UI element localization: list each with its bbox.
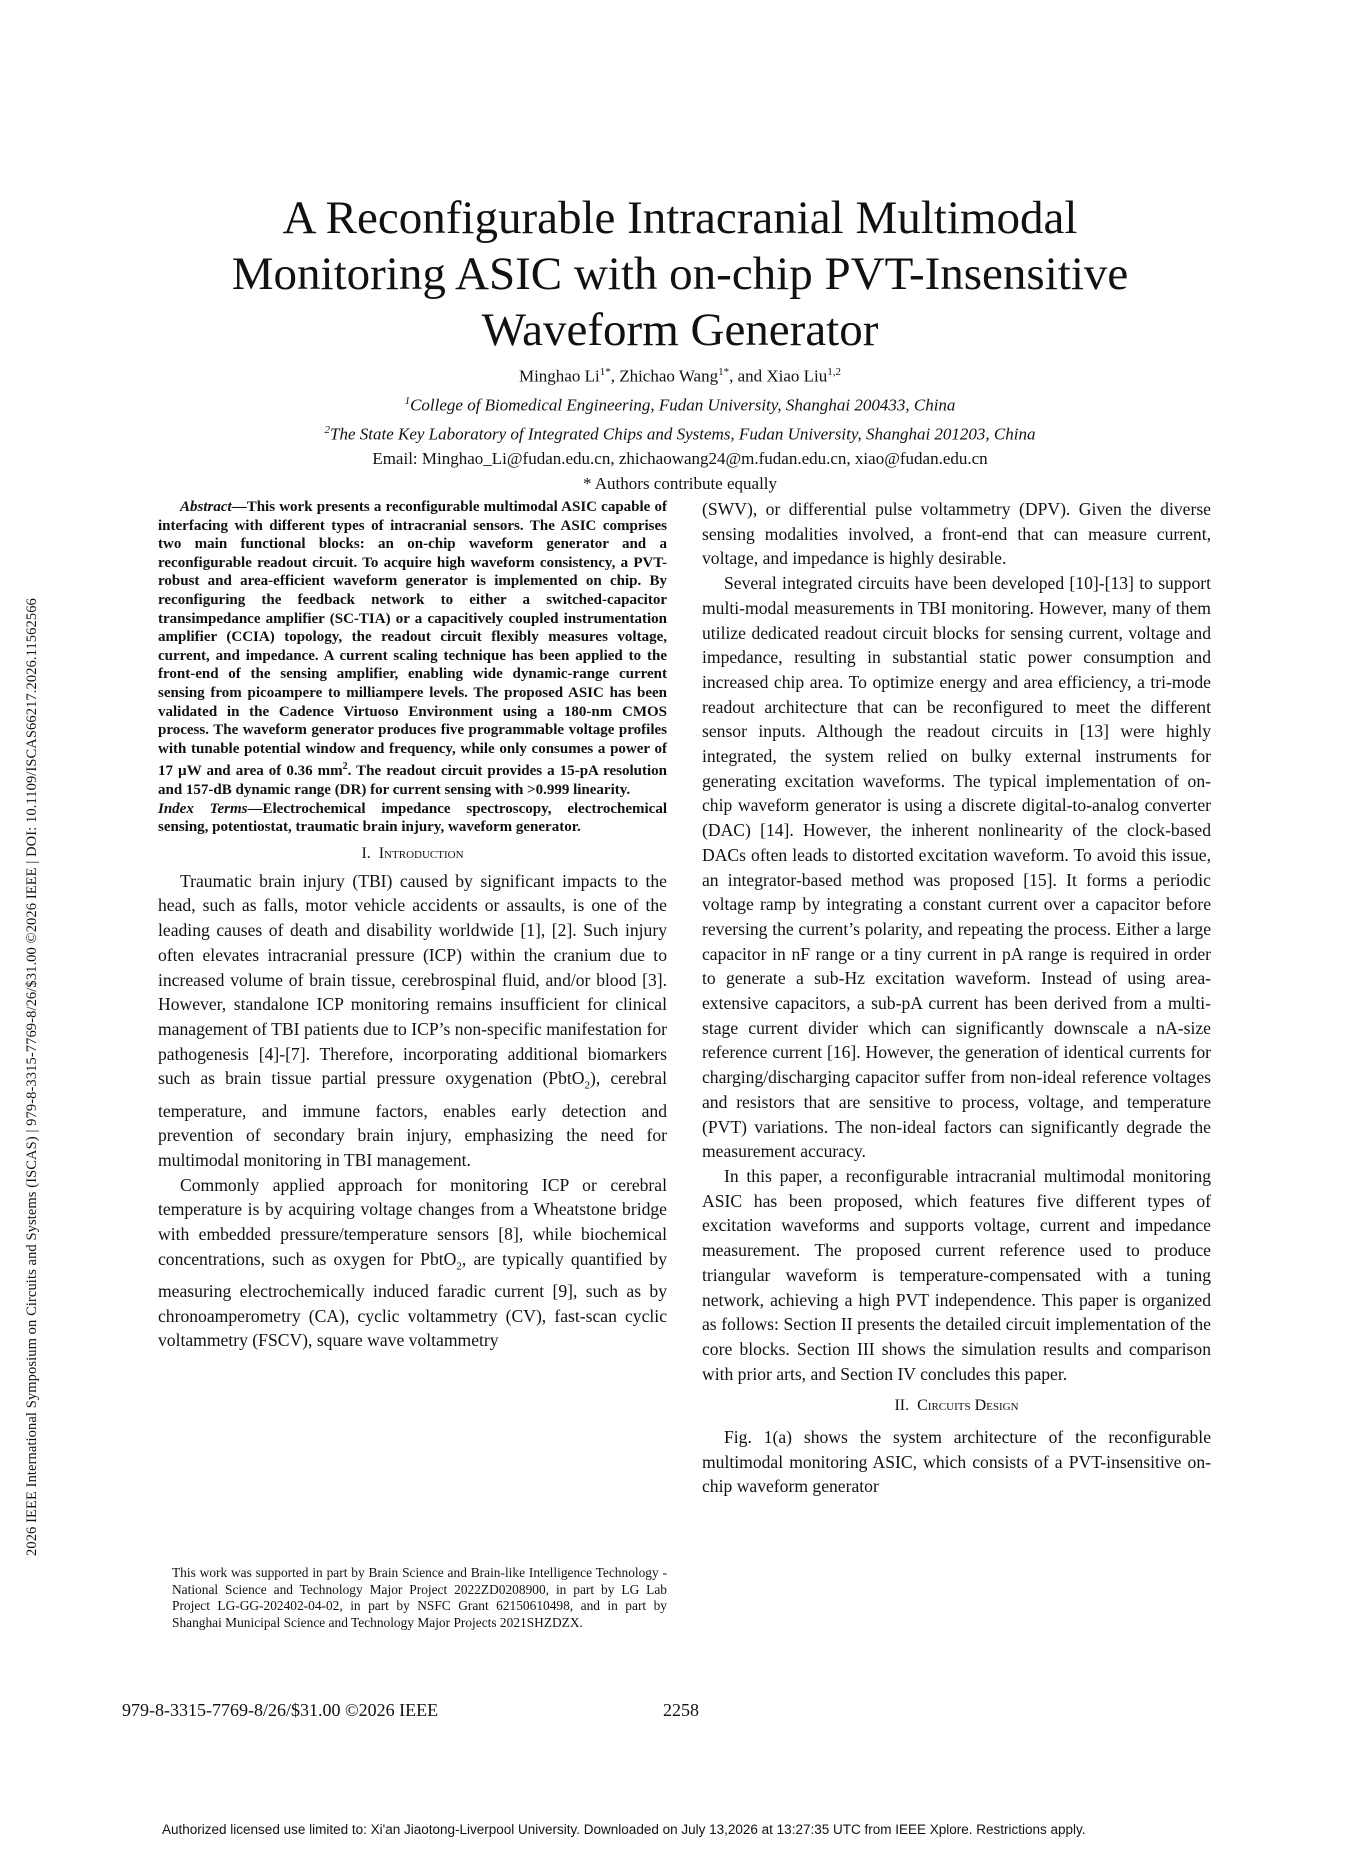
intro-paragraph-1: Traumatic brain injury (TBI) caused by significant impacts to the head, such as falls, motor vehicle accidents or assaults, is one of the leading causes of death and disability worldwide [1], [2]. Such injury often elevates intracranial pressure (ICP) within the cranium due to increased volume of brain tissue, cerebrospinal fluid, and/or blood [3]. However, standalone ICP monitoring remains insufficient for clinical management of TBI patients due to ICP’s non-specific manifestation for pathogenesis [4]-[7]. Therefore, incorporating additional biomarkers such as brain tissue partial pressure oxygenation (PbtO$_2$), cerebral temperature, and immune factors, enables early detection and prevention of secondary brain injury, emphasizing the need for multimodal monitoring in TBI management. — [158, 870, 667, 1170]
title-line-3: Waveform Generator — [481, 304, 879, 356]
abstract-text: —This work presents a reconfigurable multimodal ASIC capable of interfacing with different types of intracranial sensors. The ASIC comprises two main functional blocks: an on-chip waveform generator and a reconfigurable readout circuit. To acquire high waveform consistency, a PVT-robust and area-efficient waveform generator is implemented on chip. By reconfiguring the feedback network to either a switched-capacitor transimpedance amplifier (SC-TIA) or a capacitively coupled instrumentation amplifier (CCIA) topology, the readout circuit flexibly measures voltage, current, and impedance. A current scaling technique has been applied to the front-end of the sensing amplifier, enabling wide dynamic-range current sensing from picoampere to milliampere levels. The proposed ASIC has been validated in the Cadence Virtuoso Environment using a 180-nm CMOS process. The waveform generator produces five programmable voltage profiles with tunable potential window and frequency, while only consumes a power of 17 µW and area of 0.36 mm — [158, 499, 667, 780]
copyright-footer: 979-8-3315-7769-8/26/$31.00 ©2026 IEEE — [122, 1700, 439, 1720]
paper-title — [150, 190, 1210, 358]
author-sep-2: , and — [729, 366, 767, 386]
right-paragraph-1: Several integrated circuits have been developed [10]-[13] to support multi-modal measurements in TBI monitoring. However, many of them utilize dedicated readout circuit blocks for sensing current, voltage and impedance, resulting in substantial static power consumption and increased chip area. To optimize energy and area efficiency, a tri-mode readout architecture that can be reconfigured to meet the different sensor inputs. Although the readout circuits in [13] were highly integrated, the system relied on bulky external instruments for generating excitation waveforms. The typical implementation of on-chip waveform generator is using a discrete digital-to-analog converter (DAC) [14]. However, the inherent nonlinearity of the clock-based DACs often leads to distorted excitation waveform. To avoid this issue, an integrator-based method was proposed [15]. It forms a periodic voltage ramp by integrating a constant current over a capacitor before reversing the current’s polarity, and repeating the process. Either a large capacitor in nF range or a tiny current in pA range is required in order to generate a sub-Hz excitation waveform. Instead of using area-extensive capacitors, a sub-pA current has been derived from a multi-stage current divider which can significantly downscale a nA-size reference current [16]. However, the generation of identical currents for charging/discharging capacitor suffer from non-ideal reference voltages and resistors that are sensitive to process, voltage, and temperature (PVT) variations. The non-ideal factors can significantly degrade the measurement accuracy. — [702, 573, 1211, 1162]
title-line-1: A Reconfigurable Intracranial Multimodal — [282, 192, 1078, 244]
author-3-sup: 1,2 — [827, 366, 842, 378]
intro-paragraph-2: Commonly applied approach for monitoring ICP or cerebral temperature is by acquiring voltage changes from a Wheatstone bridge with embedded pressure/temperature sensors [8], while biochemical concentrations, such as oxygen for PbtO$_2$, are typically quantified by measuring electrochemically induced faradic current [9], such as by chronoamperometry (CA), cyclic voltammetry (CV), fast-scan cyclic voltammetry (FSCV), square wave voltammetry — [158, 1174, 667, 1351]
author-2-sup: 1* — [718, 366, 730, 378]
section-heading-intro: I. Introduction — [361, 844, 464, 862]
index-terms-text: —Electrochemical impedance spectroscopy, electrochemical sensing, potentiostat, traumatic brain injury, waveform generator. — [158, 800, 668, 836]
author-2: Zhichao Wang — [619, 366, 719, 386]
author-1-sup: 1* — [599, 366, 611, 378]
author-block — [150, 360, 1210, 496]
author-3: Xiao Liu — [766, 366, 828, 386]
affiliation-1: $^1$College of Biomedical Engineering, Fudan University, Shanghai 200433, China — [404, 395, 956, 415]
abstract-text-2: . The readout circuit provides a 15-pA resolution and 157-dB dynamic range (DR) for current sensing with >0.999 linearity. — [158, 763, 667, 798]
right-paragraph-3: Fig. 1(a) shows the system architecture of the reconfigurable multimodal monitoring ASIC, which consists of a PVT-insensitive on-chip waveform generator — [702, 1427, 1211, 1497]
right-column — [702, 497, 1211, 1499]
page-number: 2258 — [663, 1700, 699, 1720]
author-names — [150, 360, 1210, 389]
index-terms-label: Index Terms — [158, 800, 248, 817]
abstract: Abstract—This work presents a reconfigurable multimodal ASIC capable of interfacing with different types of intracranial sensors. The ASIC comprises two main functional blocks: an on-chip waveform generator and a reconfigurable readout circuit. To acquire high waveform consistency, a PVT-robust and area-efficient waveform generator is implemented on chip. By reconfiguring the feedback network to either a switched-capacitor transimpedance amplifier (SC-TIA) or a capacitively coupled instrumentation amplifier (CCIA) topology, the readout circuit flexibly measures voltage, current, and impedance. A current scaling technique has been applied to the front-end of the sensing amplifier, enabling wide dynamic-range current sensing from picoampere to milliampere levels. The proposed ASIC has been validated in the Cadence Virtuoso Environment using a 180-nm CMOS process. The waveform generator produces five programmable voltage profiles with tunable potential window and frequency, while only consumes a power of 17 µW and area of 0.36 $mm^2$. The readout circuit provides a 15-pA resolution and 157-dB dynamic range (DR) for current sensing with >0.999 linearity. Index Terms—Electrochemical impedance spectroscopy, electrochemical sensing, potentiostat, traumatic brain injury, waveform generator. — [158, 499, 668, 836]
intro-body — [158, 869, 667, 1353]
equal-contribution-note: * Authors contribute equally — [582, 473, 778, 493]
affiliation-2: $^2$The State Key Laboratory of Integrated Chips and Systems, Fudan University, Shanghai 201203, China — [324, 424, 1036, 444]
author-1: Minghao Li — [518, 366, 600, 386]
author-sep-1: , — [610, 366, 620, 386]
left-column — [158, 498, 667, 1353]
right-paragraph-2: In this paper, a reconfigurable intracranial multimodal monitoring ASIC has been proposed, which features five different types of excitation waveforms and supports voltage, current and impedance measurement. The proposed current reference used to produce triangular waveform is temperature-compensated with a tuning network, achieving a high PVT independence. This paper is organized as follows: Section II presents the detailed circuit implementation of the core blocks. Section III shows the simulation results and comparison with prior arts, and Section IV concludes this paper. — [702, 1165, 1211, 1384]
email-line: Email: Minghao_Li@fudan.edu.cn, zhichaowang24@m.fudan.edu.cn, xiao@fudan.edu.cn — [372, 449, 988, 469]
side-doi-text: 2026 IEEE International Symposium on Circuits and Systems (ISCAS) | 979-8-3315-7769-8/26/$31.00 ©2026 IEEE | DOI: 10.1109/ISCAS66217.2026.11562566 — [24, 598, 40, 1556]
title-line-2: Monitoring ASIC with on-chip PVT-Insensitive — [231, 248, 1129, 300]
abstract-label: Abstract — [180, 499, 232, 515]
right-paragraph-0: (SWV), or differential pulse voltammetry (DPV). Given the diverse sensing modalities involved, a front-end that can measure current, voltage, and impedance is highly desirable. — [702, 499, 1211, 569]
funding-footnote: This work was supported in part by Brain Science and Brain-like Intelligence Technology - National Science and Technology Major Project 2022ZD0208900, in part by LG Lab Project LG-GG-202402-04-02, in part by NSFC Grant 62150610498, and in part by Shanghai Municipal Science and Technology Major Projects 2021SHZDZX. — [172, 1565, 667, 1630]
license-notice: Authorized licensed use limited to: Xi'an Jiaotong-Liverpool University. Downloaded on July 13,2026 at 13:27:35 UTC from IEEE Xplore. Restrictions apply. — [162, 1822, 1086, 1837]
section-heading-circuits: II. Circuits Design — [894, 1397, 1019, 1415]
